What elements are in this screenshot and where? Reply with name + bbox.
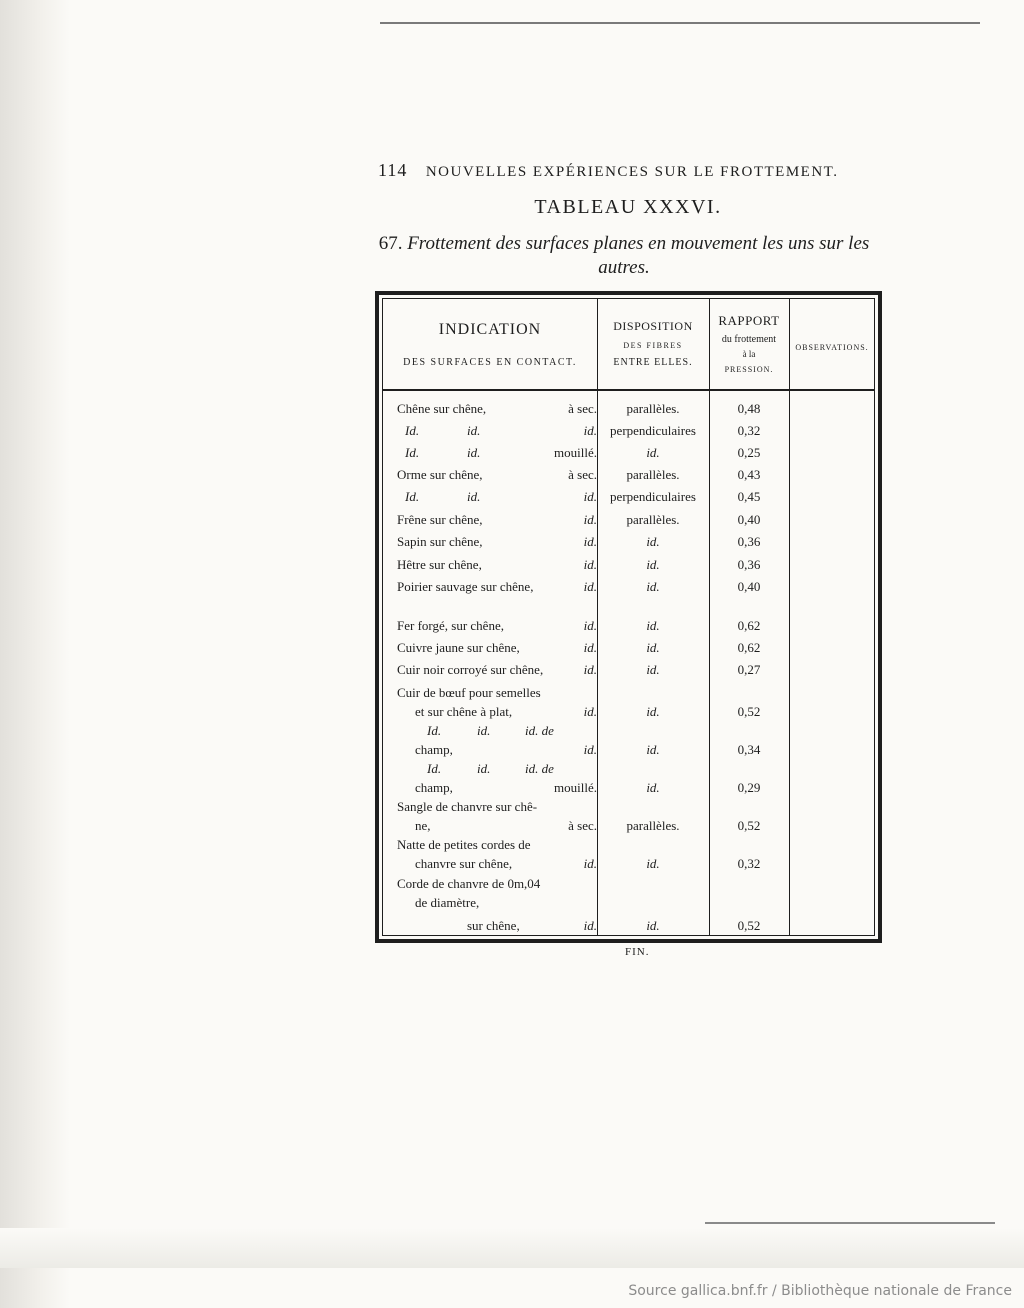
running-head <box>378 160 878 181</box>
state-text: mouillé. <box>554 780 597 795</box>
bottom-rule <box>705 1222 995 1224</box>
surface-cell <box>397 662 597 681</box>
header-observations <box>789 299 875 389</box>
surface-line <box>397 534 597 553</box>
disposition-cell: id. <box>646 618 660 633</box>
disposition-cell: perpendiculaires <box>610 423 696 438</box>
page-left-edge <box>0 0 70 1308</box>
ratio-cell: 0,40 <box>737 579 761 594</box>
state-text: id. <box>583 918 597 933</box>
disposition-cell: id. <box>646 918 660 933</box>
end-mark: FIN. <box>625 946 650 958</box>
header-disposition-sub2: ENTRE ELLES. <box>613 357 693 368</box>
header-indication <box>383 299 597 389</box>
surface-cell <box>397 489 597 508</box>
top-rule <box>380 22 980 24</box>
surface-cell <box>397 579 597 598</box>
column-divider <box>597 299 598 935</box>
table-title: TABLEAU XXXVI. <box>534 196 722 218</box>
surface-text: Frêne sur chêne, <box>397 512 483 527</box>
page-number: 114 <box>378 160 408 180</box>
surface-text: Id. <box>427 723 442 738</box>
surface-line <box>397 618 597 637</box>
surface-text: Cuivre jaune sur chêne, <box>397 640 520 655</box>
surface-line <box>397 467 597 486</box>
header-observations-title: OBSERVATIONS. <box>795 343 869 352</box>
surface-cell <box>397 557 597 576</box>
surface-line <box>397 401 597 420</box>
header-disposition-sub1: DES FIBRES <box>623 341 683 350</box>
disposition-cell: id. <box>646 856 660 871</box>
surface-mid: id. <box>477 761 491 776</box>
state-text: id. <box>583 640 597 655</box>
state-text: id. <box>583 856 597 871</box>
surface-cell <box>397 837 597 875</box>
ratio-cell: 0,52 <box>737 918 761 933</box>
disposition-cell: id. <box>646 557 660 572</box>
surface-text: Id. <box>405 423 420 438</box>
ratio-cell: 0,32 <box>737 856 761 871</box>
disposition-cell: id. <box>646 704 660 719</box>
ratio-cell: 0,43 <box>737 467 761 482</box>
state-text: à sec. <box>568 401 597 416</box>
surface-text: chanvre sur chêne, <box>415 856 513 871</box>
disposition-cell: id. <box>646 780 660 795</box>
surface-text: Sapin sur chêne, <box>397 534 483 549</box>
surface-line <box>397 761 597 780</box>
ratio-cell: 0,29 <box>737 780 761 795</box>
header-rapport-sub2: à la <box>742 349 756 359</box>
surface-line <box>397 579 597 598</box>
state-text: id. <box>583 489 597 504</box>
surface-line <box>397 445 597 464</box>
surface-text: de diamètre, <box>415 895 480 910</box>
surface-line <box>397 918 597 937</box>
surface-line <box>397 557 597 576</box>
ratio-cell: 0,48 <box>737 401 761 416</box>
surface-text: Cuir noir corroyé sur chêne, <box>397 662 544 677</box>
surface-line <box>397 640 597 659</box>
friction-table <box>375 291 882 943</box>
caption-text: Frottement des surfaces planes en mouvement les uns sur les autres. <box>407 233 870 278</box>
caption-number: 67. <box>378 233 403 254</box>
ratio-cell: 0,27 <box>737 662 761 677</box>
surface-cell <box>397 467 597 486</box>
surface-text: ne, <box>415 818 431 833</box>
surface-mid: id. <box>467 445 481 460</box>
page-bottom-edge <box>0 1228 1024 1268</box>
state-text: id. <box>583 618 597 633</box>
state-text: id. <box>583 423 597 438</box>
surface-text: Chêne sur chêne, <box>397 401 487 416</box>
header-indication-title: INDICATION <box>438 321 542 338</box>
surface-cell <box>397 876 597 937</box>
table-inner-border <box>382 298 875 936</box>
surface-mid: id. de <box>525 723 554 738</box>
surface-line <box>397 723 597 742</box>
surface-text: Corde de chanvre de 0m,04 <box>397 876 541 891</box>
surface-line <box>397 837 597 856</box>
surface-text: champ, <box>415 742 453 757</box>
surface-cell <box>397 534 597 553</box>
surface-line <box>397 512 597 531</box>
surface-text: Id. <box>405 489 420 504</box>
header-rapport-sub1: du frottement <box>721 334 777 345</box>
surface-text: Poirier sauvage sur chêne, <box>397 579 534 594</box>
surface-text: Natte de petites cordes de <box>397 837 531 852</box>
header-rapport-sub3: PRESSION. <box>724 365 774 374</box>
column-divider <box>709 299 710 935</box>
state-text: id. <box>583 662 597 677</box>
surface-text: sur chêne, <box>467 918 520 933</box>
surface-line <box>397 818 597 837</box>
surface-line <box>397 704 597 723</box>
ratio-cell: 0,36 <box>737 557 761 572</box>
surface-text: Id. <box>427 761 442 776</box>
ratio-cell: 0,36 <box>737 534 761 549</box>
surface-cell <box>397 445 597 464</box>
state-text: id. <box>583 704 597 719</box>
surface-mid: id. <box>477 723 491 738</box>
table-header <box>383 299 874 391</box>
state-text: id. <box>583 742 597 757</box>
disposition-cell: parallèles. <box>626 818 680 833</box>
surface-line <box>397 423 597 442</box>
surface-cell <box>397 618 597 637</box>
disposition-cell: parallèles. <box>626 467 680 482</box>
surface-cell <box>397 685 597 723</box>
surface-text: Hêtre sur chêne, <box>397 557 482 572</box>
ratio-cell: 0,52 <box>737 818 761 833</box>
surface-cell <box>397 761 597 799</box>
surface-text: Id. <box>405 445 420 460</box>
surface-cell <box>397 401 597 420</box>
disposition-cell: id. <box>646 742 660 757</box>
state-text: id. <box>583 557 597 572</box>
surface-line <box>397 895 597 914</box>
disposition-cell: parallèles. <box>626 512 680 527</box>
ratio-cell: 0,62 <box>737 640 761 655</box>
header-disposition-title: DISPOSITION <box>613 319 693 333</box>
surface-mid: id. <box>467 489 481 504</box>
header-rapport-title: RAPPORT <box>718 313 780 328</box>
disposition-cell: perpendiculaires <box>610 489 696 504</box>
surface-line <box>397 489 597 508</box>
surface-line <box>397 799 597 818</box>
state-text: id. <box>583 512 597 527</box>
surface-cell <box>397 512 597 531</box>
disposition-cell: id. <box>646 640 660 655</box>
surface-cell <box>397 640 597 659</box>
surface-text: Fer forgé, sur chêne, <box>397 618 504 633</box>
source-footer: Source gallica.bnf.fr / Bibliothèque nationale de France <box>628 1283 1012 1299</box>
surface-mid: id. de <box>525 761 554 776</box>
header-disposition <box>597 299 709 389</box>
disposition-cell: id. <box>646 445 660 460</box>
state-text: id. <box>583 579 597 594</box>
surface-text: Orme sur chêne, <box>397 467 483 482</box>
surface-line <box>397 876 597 895</box>
ratio-cell: 0,45 <box>737 489 761 504</box>
surface-line <box>397 662 597 681</box>
surface-cell <box>397 423 597 442</box>
surface-line <box>397 856 597 875</box>
surface-cell <box>397 723 597 761</box>
column-divider <box>789 299 790 935</box>
ratio-cell: 0,25 <box>737 445 761 460</box>
surface-line <box>397 742 597 761</box>
header-rapport <box>709 299 789 389</box>
disposition-cell: id. <box>646 662 660 677</box>
surface-text: et sur chêne à plat, <box>415 704 513 719</box>
surface-text: Cuir de bœuf pour semelles <box>397 685 541 700</box>
state-text: id. <box>583 534 597 549</box>
table-caption <box>364 232 884 280</box>
header-indication-sub: DES SURFACES EN CONTACT. <box>403 357 577 368</box>
disposition-cell: id. <box>646 534 660 549</box>
running-title: NOUVELLES EXPÉRIENCES SUR LE FROTTEMENT. <box>425 164 839 180</box>
surface-cell <box>397 799 597 837</box>
state-text: mouillé. <box>554 445 597 460</box>
surface-text: Sangle de chanvre sur chê- <box>397 799 538 814</box>
ratio-cell: 0,52 <box>737 704 761 719</box>
ratio-cell: 0,32 <box>737 423 761 438</box>
surface-text: champ, <box>415 780 453 795</box>
disposition-cell: id. <box>646 579 660 594</box>
ratio-cell: 0,40 <box>737 512 761 527</box>
ratio-cell: 0,34 <box>737 742 761 757</box>
state-text: à sec. <box>568 818 597 833</box>
ratio-cell: 0,62 <box>737 618 761 633</box>
surface-line <box>397 685 597 704</box>
disposition-cell: parallèles. <box>626 401 680 416</box>
surface-mid: id. <box>467 423 481 438</box>
state-text: à sec. <box>568 467 597 482</box>
surface-line <box>397 780 597 799</box>
